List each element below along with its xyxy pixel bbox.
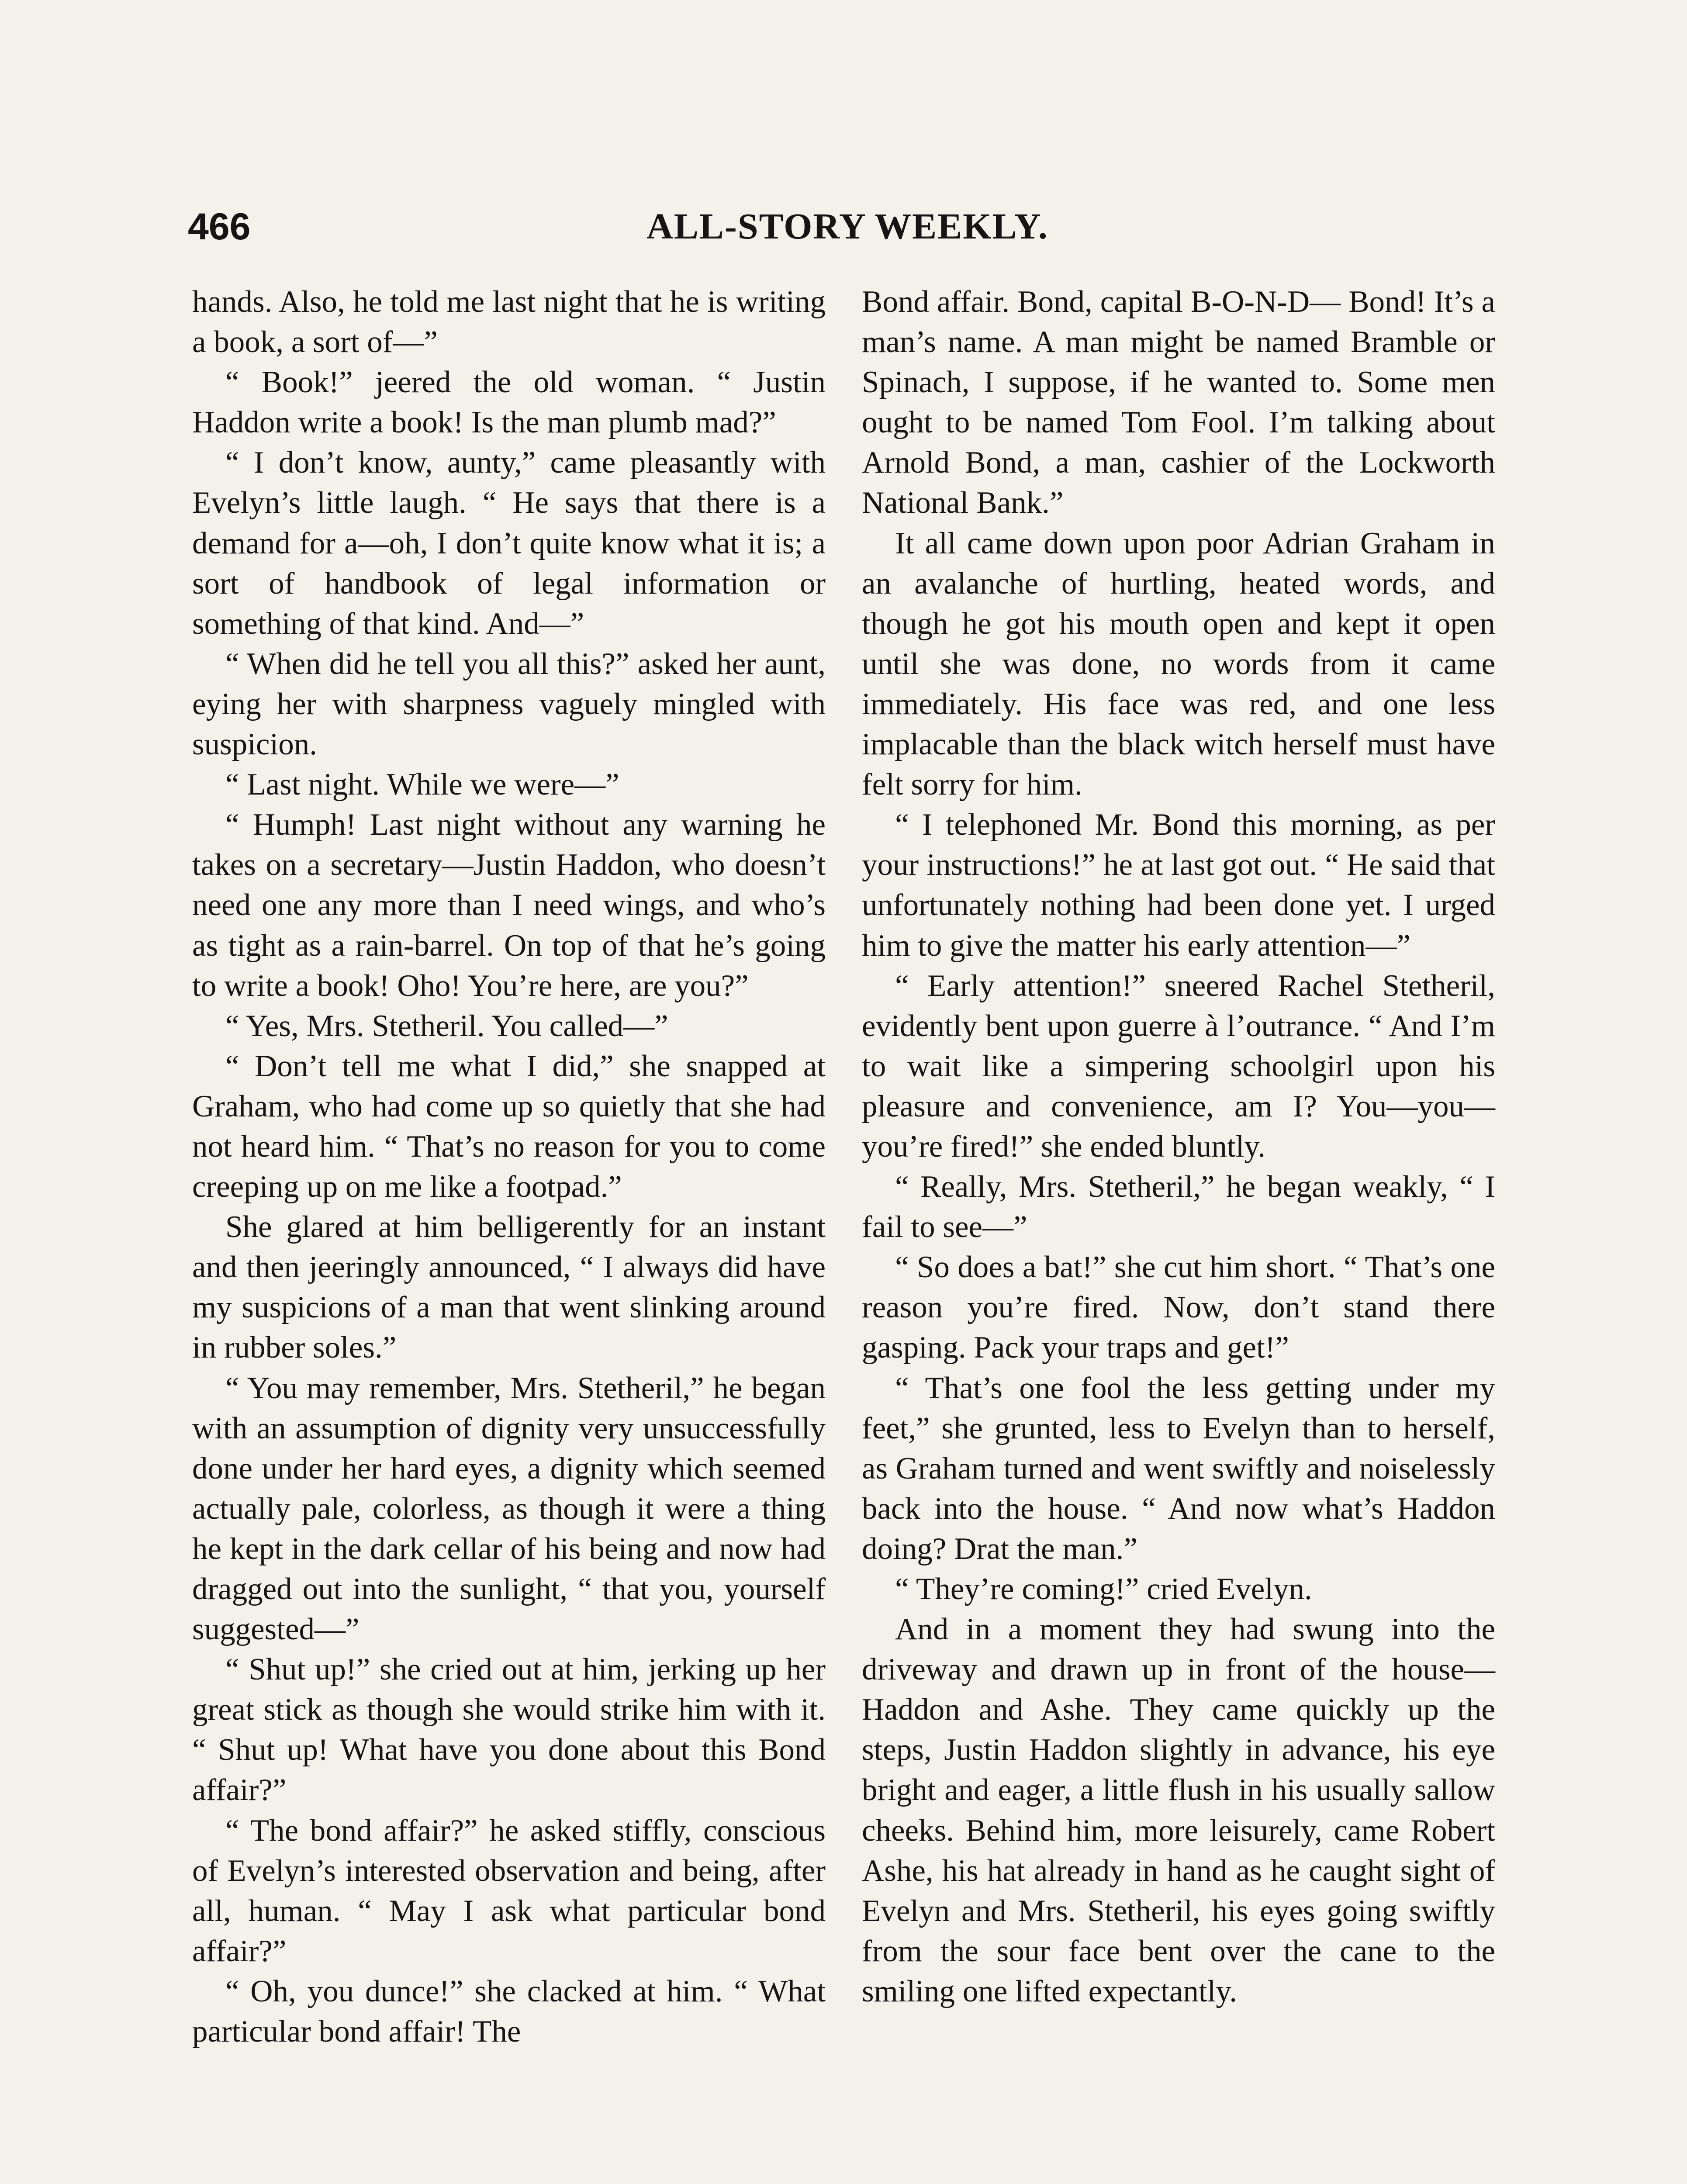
paragraph: And in a moment they had swung into the driveway and drawn up in front of the house—Haddon and Ashe. They came quickly up the steps, Justin Haddon slightly in advance, his eye bright and eager, a little flush in his usually sallow cheeks. Behind him, more leisurely, came Robert Ashe, his hat already in hand as he caught sight of Evelyn and Mrs. Stetheril, his eyes going swiftly from the sour face bent over the cane to the smiling one lifted expectantly.: [862, 1612, 1495, 2008]
paragraph: “ I don’t know, aunty,” came pleasantly with Evelyn’s little laugh. “ He says that there is a demand for a—oh, I don’t quite know what it is; a sort of handbook of legal information or something of that kind. And—”: [192, 446, 826, 641]
paragraph: She glared at him belligerently for an instant and then jeeringly announced, “ I always did have my suspicions of a man that went slinking around in rubber soles.”: [192, 1210, 826, 1365]
page-header: [188, 205, 1507, 258]
paragraph: “ Yes, Mrs. Stetheril. You called—”: [225, 1009, 668, 1043]
paragraph: “ You may remember, Mrs. Stetheril,” he began with an assumption of dignity very unsuccessfully done under her hard eyes, a dignity which seemed actually pale, colorless, as though it were a thing he kept in the dark cellar of his being and now had dragged out into the sunlight, “ that you, yourself suggested—”: [192, 1371, 826, 1647]
paragraph: “ Early attention!” sneered Rachel Stetheril, evidently bent upon guerre à l’outrance. “ And I’m to wait like a simpering schoolgirl upon his pleasure and convenience, am I? You—you—you’re fired!” she ended bluntly.: [862, 968, 1495, 1164]
right-column: [862, 282, 1495, 2011]
paragraph: “ Book!” jeered the old woman. “ Justin Haddon write a book! Is the man plumb mad?”: [192, 365, 826, 440]
paragraph: Bond affair. Bond, capital B-O-N-D— Bond! It’s a man’s name. A man might be named Bramble or Spinach, I suppose, if he wanted to. Some men ought to be named Tom Fool. I’m talking about Arnold Bond, a man, cashier of the Lockworth National Bank.”: [862, 285, 1495, 520]
running-head: ALL-STORY WEEKLY.: [646, 206, 1048, 247]
paragraph: “ Last night. While we were—”: [225, 767, 619, 802]
paragraph: “ The bond affair?” he asked stiffly, conscious of Evelyn’s interested observation and being, after all, human. “ May I ask what particular bond affair?”: [192, 1813, 826, 1968]
left-column: [192, 282, 826, 2052]
paragraph: “ They’re coming!” cried Evelyn.: [895, 1572, 1312, 1606]
paragraph: “ That’s one fool the less getting under my feet,” she grunted, less to Evelyn than to herself, as Graham turned and went swiftly and noiselessly back into the house. “ And now what’s Haddon doing? Drat the man.”: [862, 1371, 1495, 1566]
paragraph: hands. Also, he told me last night that he is writing a book, a sort of—”: [192, 285, 826, 359]
page-number: 466: [188, 206, 251, 248]
paragraph: “ Humph! Last night without any warning he takes on a secretary—Justin Haddon, who doesn’t need one any more than I need wings, and who’s as tight as a rain-barrel. On top of that he’s going to write a book! Oho! You’re here, are you?”: [192, 808, 826, 1003]
paragraph: “ Don’t tell me what I did,” she snapped at Graham, who had come up so quietly that she had not heard him. “ That’s no reason for you to come creeping up on me like a footpad.”: [192, 1049, 826, 1204]
paragraph: It all came down upon poor Adrian Graham in an avalanche of hurtling, heated words, and though he got his mouth open and kept it open until she was done, no words from it came immediately. His face was red, and one less implacable than the black witch herself must have felt sorry for him.: [862, 526, 1495, 802]
paragraph: “ I telephoned Mr. Bond this morning, as per your instructions!” he at last got out. “ He said that unfortunately nothing had been done yet. I urged him to give the matter his early attention—”: [862, 808, 1495, 963]
paragraph: “ Really, Mrs. Stetheril,” he began weakly, “ I fail to see—”: [862, 1170, 1495, 1244]
paragraph: “ Oh, you dunce!” she clacked at him. “ What particular bond affair! The: [192, 1974, 826, 2049]
paragraph: “ So does a bat!” she cut him short. “ That’s one reason you’re fired. Now, don’t stand there gasping. Pack your traps and get!”: [862, 1250, 1495, 1365]
paragraph: “ When did he tell you all this?” asked her aunt, eying her with sharpness vaguely mingled with suspicion.: [192, 646, 826, 762]
paragraph: “ Shut up!” she cried out at him, jerking up her great stick as though she would strike him with it. “ Shut up! What have you done about this Bond affair?”: [192, 1652, 826, 1807]
